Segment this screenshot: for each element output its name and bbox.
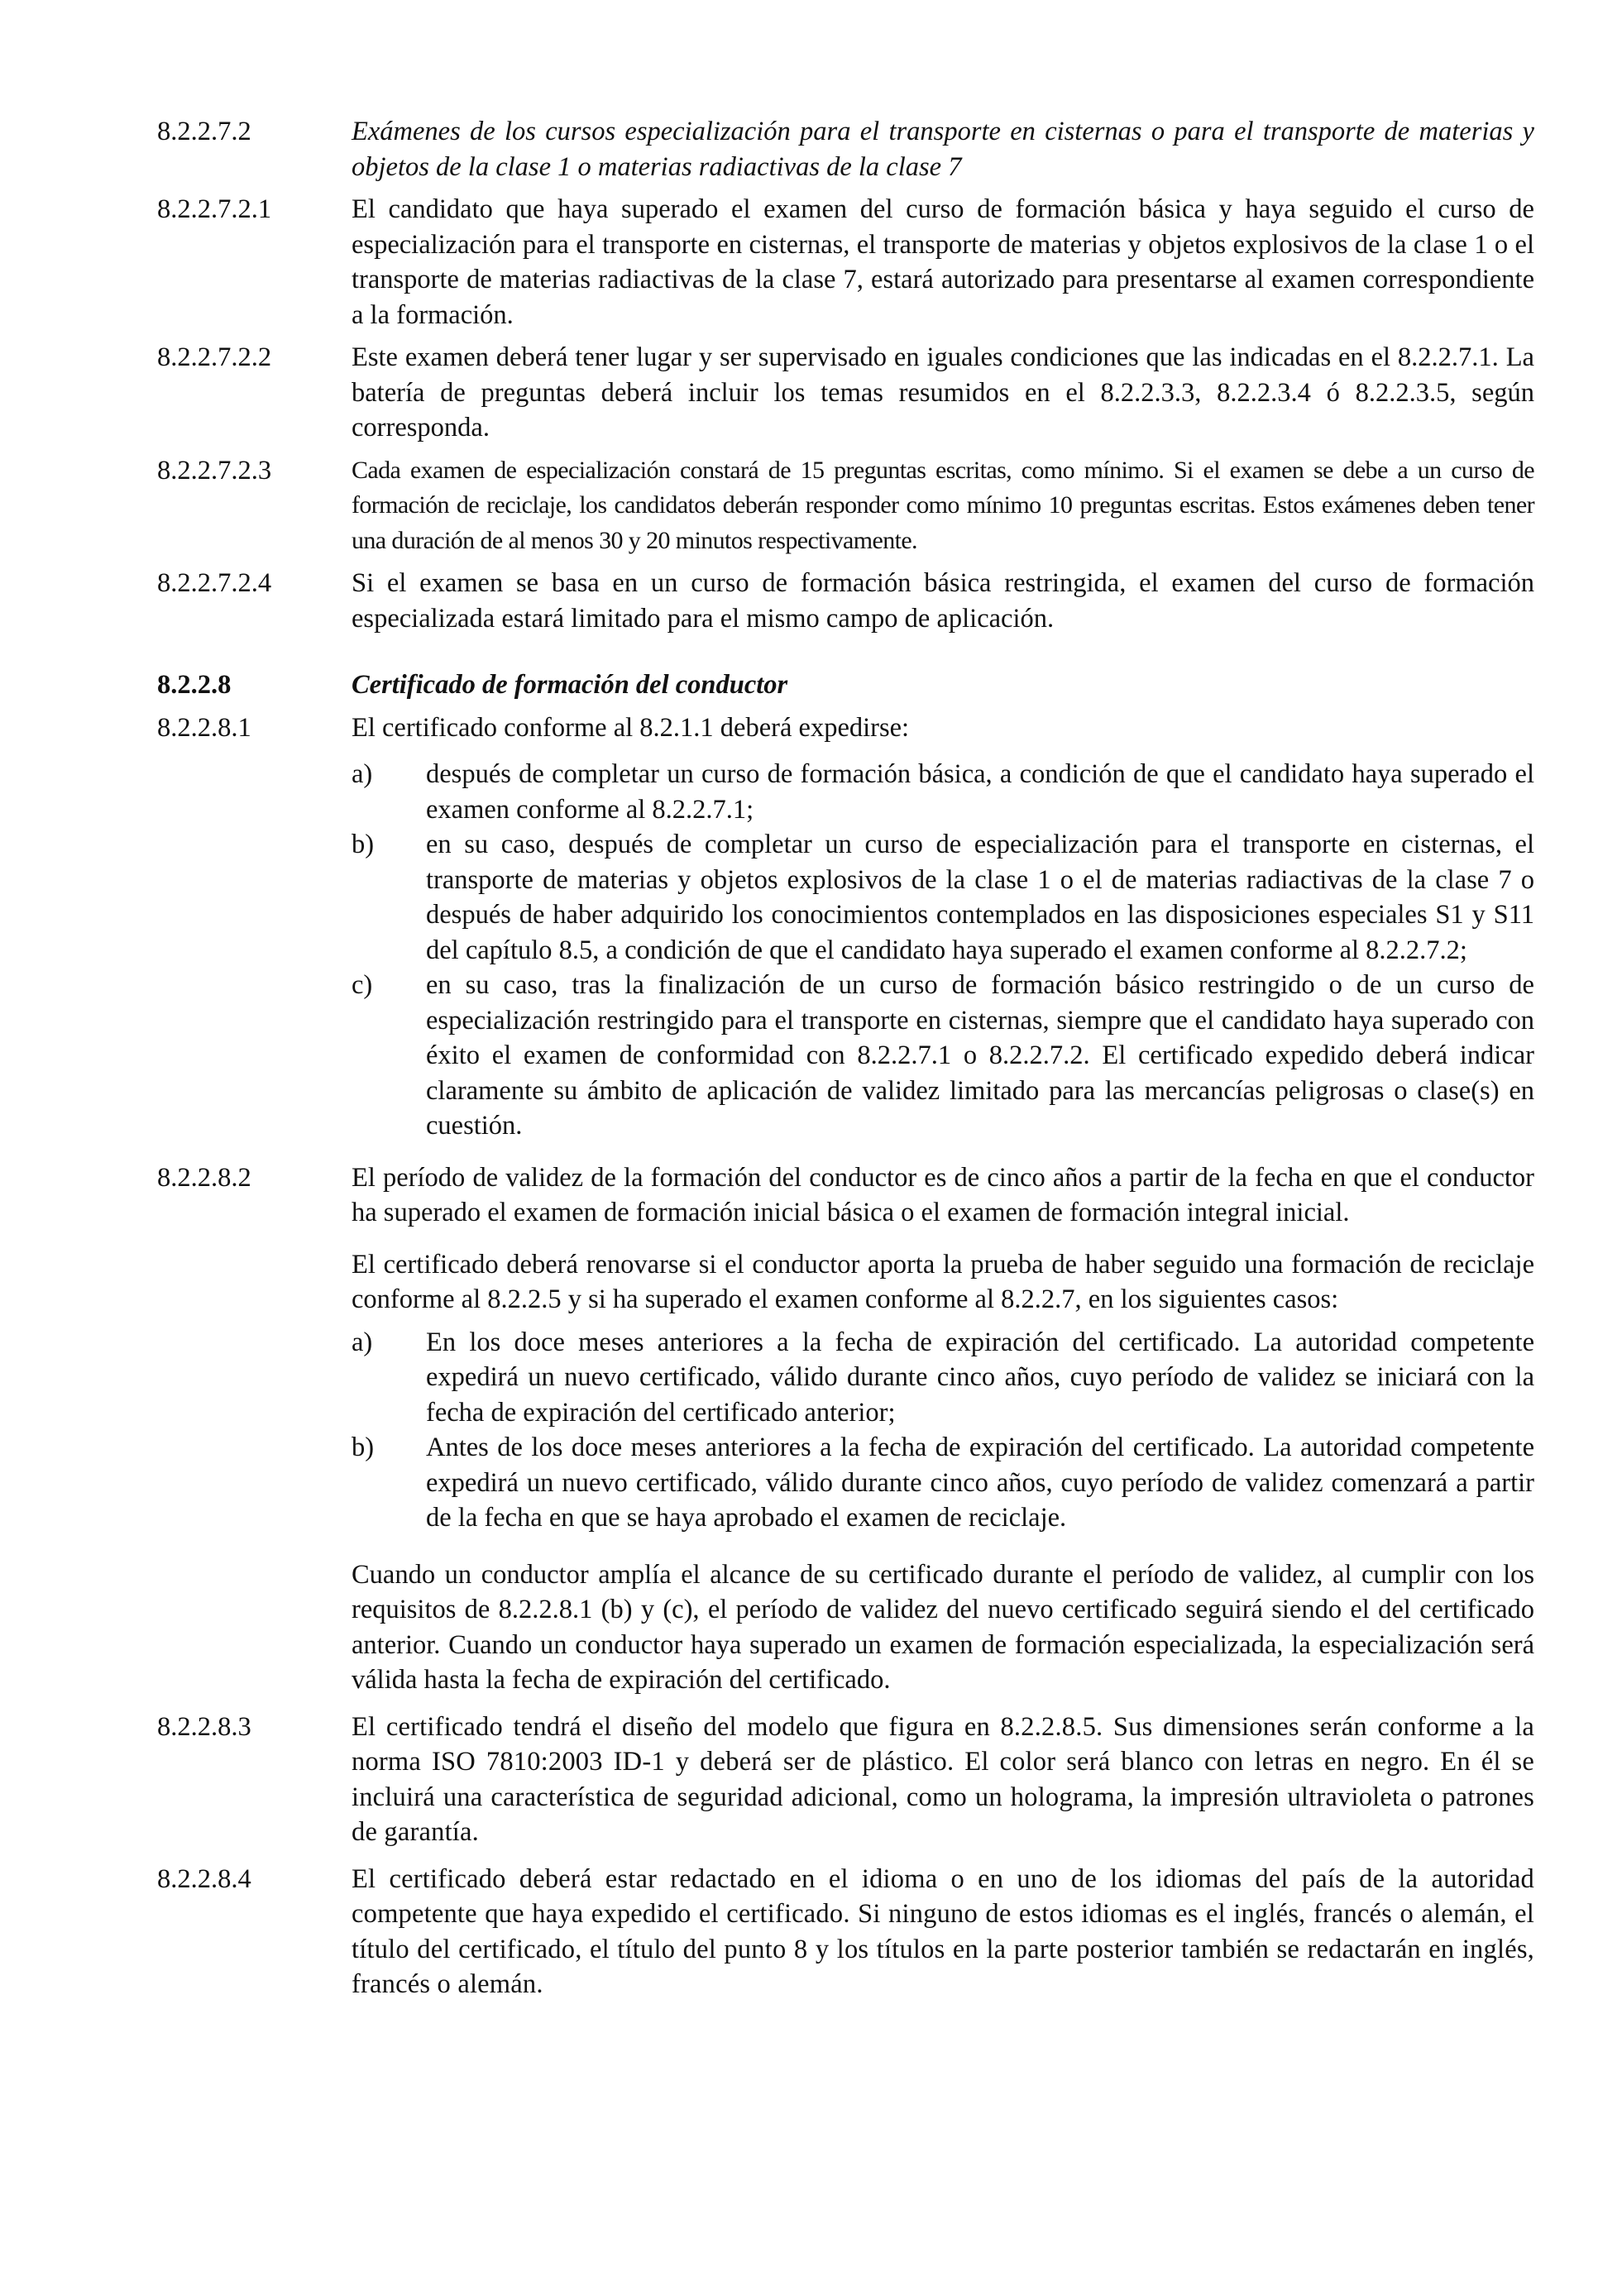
section-8-2-2-7-2 <box>157 114 1534 184</box>
list-item-label: b) <box>352 1433 375 1462</box>
paragraph-text: Este examen deberá tener lugar y ser supervisado en iguales condiciones que las indicadas en el 8.2.2.7.1. La batería de preguntas deberá incluir los temas resumidos en el 8.2.2.3.3, 8.2.2.3.4 ó 8.2.2.3.5, según corresponda. <box>352 342 1534 442</box>
section-number: 8.2.2.7.2.3 <box>157 455 272 486</box>
section-8-2-2-8-1 <box>157 710 1534 746</box>
section-8-2-2-7-2-2 <box>157 340 1534 446</box>
list-item <box>352 1430 1534 1536</box>
renewal-cases-list <box>352 1325 1534 1536</box>
list-item-text: en su caso, después de completar un curso de especialización para el transporte en cisternas, el transporte de materias y objetos explosivos de la clase 1 o el de materias radiactivas de la clase 7 o después de haber adquirido los conocimientos contemplados en las disposiciones especiales S1 y S11 del capítulo 8.5, a condición de que el candidato haya superado el examen conforme al 8.2.2.7.2; <box>426 830 1534 965</box>
list-item <box>352 757 1534 827</box>
list-item-label: b) <box>352 830 375 859</box>
section-title: Certificado de formación del conductor <box>352 670 788 700</box>
paragraph-text: Si el examen se basa en un curso de formación básica restringida, el examen del curso de formación especializada estará limitado para el mismo campo de aplicación. <box>352 568 1534 634</box>
section-number: 8.2.2.8.2 <box>157 1162 251 1193</box>
section-number: 8.2.2.7.2.1 <box>157 194 272 224</box>
paragraph-text: El certificado tendrá el diseño del modelo que figura en 8.2.2.8.5. Sus dimensiones serán conforme a la norma ISO 7810:2003 ID-1 y deberá ser de plástico. El color será blanco con letras en negro. En él se incluirá una característica de seguridad adicional, como un holograma, la impresión ultravioleta o patrones de garantía. <box>352 1711 1534 1847</box>
section-8-2-2-7-2-4 <box>157 566 1534 636</box>
section-number: 8.2.2.7.2.4 <box>157 568 272 598</box>
list-item-text: después de completar un curso de formación básica, a condición de que el candidato haya superado el examen conforme al 8.2.2.7.1; <box>426 759 1534 825</box>
paragraph-text: Cada examen de especialización constará de 15 preguntas escritas, como mínimo. Si el examen se debe a un curso de formación de reciclaje, los candidatos deberán responder como mínimo 10 preguntas escritas. Estos exámenes deben tener una duración de al menos 30 y 20 minutos respectivamente. <box>352 456 1534 554</box>
extension-paragraph: Cuando un conductor amplía el alcance de su certificado durante el período de validez, al cumplir con los requisitos de 8.2.2.8.1 (b) y (c), el período de validez del nuevo certificado seguirá siendo el del certificado anterior. Cuando un conductor haya superado un examen de formación especializada, la especialización será válida hasta la fecha de expiración del certificado. <box>352 1559 1534 1695</box>
section-number: 8.2.2.8.1 <box>157 712 251 743</box>
list-item <box>352 1325 1534 1431</box>
section-8-2-2-8-4 <box>157 1862 1534 2002</box>
paragraph-text: El certificado conforme al 8.2.1.1 deberá expedirse: <box>352 712 910 743</box>
section-number: 8.2.2.7.2 <box>157 117 251 146</box>
list-item-label: a) <box>352 1327 373 1357</box>
renewal-paragraph: El certificado deberá renovarse si el conductor aporta la prueba de haber seguido una formación de reciclaje conforme al 8.2.2.5 y si ha superado el examen conforme al 8.2.2.7, en los siguientes casos: <box>352 1249 1534 1314</box>
issue-conditions-list <box>352 757 1534 1144</box>
paragraph-text: El certificado deberá estar redactado en el idioma o en uno de los idiomas del país de la autoridad competente que haya expedido el certificado. Si ninguno de estos idiomas es el inglés, francés o alemán, el título del certificado, el título del punto 8 y los títulos en la parte posterior también se redactarán en inglés, francés o alemán. <box>352 1863 1534 1999</box>
section-number: 8.2.2.8 <box>157 670 232 700</box>
section-title: Exámenes de los cursos especialización para el transporte en cisternas o para el transporte de materias y objetos de la clase 1 o materias radiactivas de la clase 7 <box>352 117 1534 182</box>
list-item-text: Antes de los doce meses anteriores a la fecha de expiración del certificado. La autoridad competente expedirá un nuevo certificado, válido durante cinco años, cuyo período de validez comenzará a partir de la fecha en que se haya aprobado el examen de reciclaje. <box>426 1433 1534 1533</box>
paragraph-text: El período de validez de la formación del conductor es de cinco años a partir de la fecha en que el conductor ha superado el examen de formación inicial básica o el examen de formación integral inicial. <box>352 1162 1534 1227</box>
section-number: 8.2.2.7.2.2 <box>157 342 272 372</box>
paragraph-text: El candidato que haya superado el examen del curso de formación básica y haya seguido el curso de especialización para el transporte en cisternas, el transporte de materias y objetos explosivos de la clase 1 o el transporte de materias radiactivas de la clase 7, estará autorizado para presentarse al examen correspondiente a la formación. <box>352 194 1534 330</box>
section-number: 8.2.2.8.4 <box>157 1863 251 1894</box>
section-number: 8.2.2.8.3 <box>157 1711 251 1742</box>
list-item <box>352 968 1534 1144</box>
section-8-2-2-8-3 <box>157 1710 1534 1850</box>
list-item-label: c) <box>352 970 373 1000</box>
section-8-2-2-8-2 <box>157 1160 1534 1231</box>
list-item-text: En los doce meses anteriores a la fecha de expiración del certificado. La autoridad competente expedirá un nuevo certificado, válido durante cinco años, cuyo período de validez se iniciará con la fecha de expiración del certificado anterior; <box>426 1327 1534 1428</box>
list-item-label: a) <box>352 759 373 789</box>
section-8-2-2-8 <box>157 667 1534 703</box>
section-8-2-2-7-2-1 <box>157 192 1534 332</box>
list-item-text: en su caso, tras la finalización de un curso de formación básico restringido o de un curso de especialización restringido para el transporte en cisternas, siempre que el candidato haya superado con éxito el examen de conformidad con 8.2.2.7.1 o 8.2.2.7.2. El certificado expedido deberá indicar claramente su ámbito de aplicación de validez limitado para las mercancías peligrosas o clase(s) en cuestión. <box>426 970 1534 1141</box>
list-item <box>352 827 1534 968</box>
section-8-2-2-7-2-3 <box>157 453 1534 559</box>
document-page <box>157 114 1534 2010</box>
